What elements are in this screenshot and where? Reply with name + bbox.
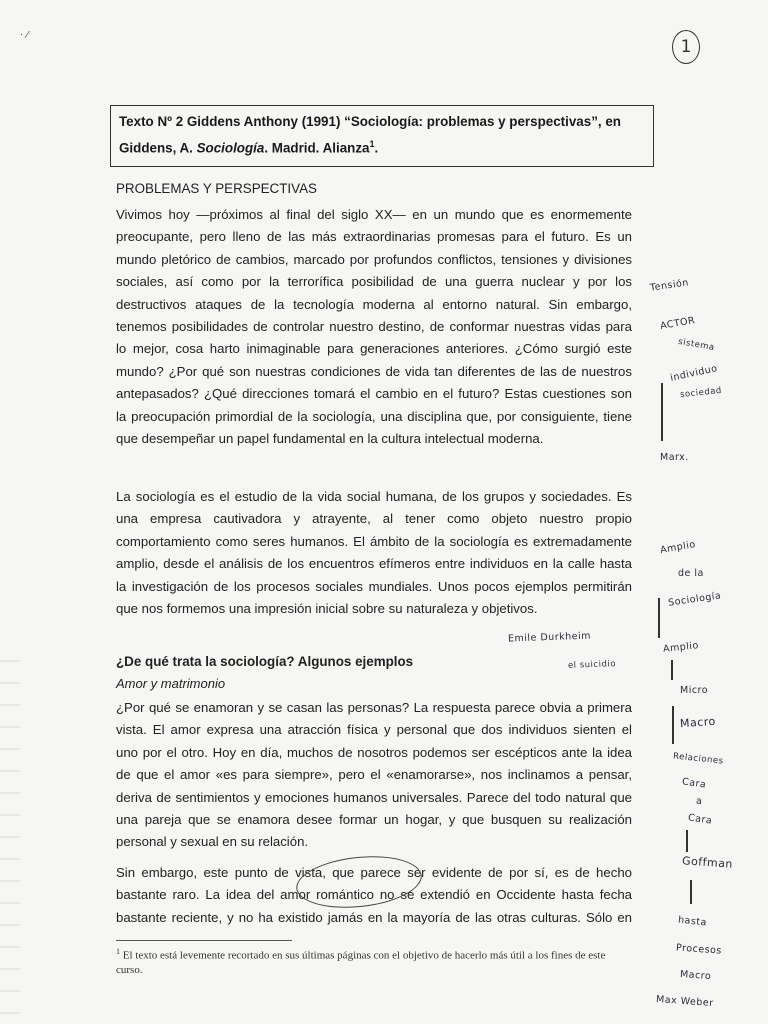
margin-note: Procesos	[675, 942, 723, 957]
margin-note: sistema	[677, 336, 716, 354]
scan-edge-marks	[0, 640, 20, 1024]
margin-note: Emile Durkheim	[507, 630, 592, 645]
margin-bracket-line	[672, 706, 674, 744]
margin-note: ACTOR	[659, 315, 697, 332]
margin-note: hasta	[677, 914, 708, 929]
text-line: antepasados? ¿Qué direcciones tomará el cambio en el futuro? Estas cuestiones son	[116, 386, 632, 402]
footnote-rule	[116, 940, 292, 941]
margin-note: Sociología	[667, 590, 722, 609]
text-line: lo mejor, cosa harto inimaginable para generaciones anteriores. ¿Cómo surgió este	[116, 341, 632, 357]
text-line: preocupante, pero lleno de las más extraordinarias promesas para el futuro. Es un	[116, 229, 632, 245]
scan-speck: · ⁄	[20, 30, 29, 41]
paragraph-3	[116, 697, 632, 854]
text-line: personal y sexual en su relación.	[116, 834, 309, 850]
text-line: Sin embargo, este punto de vista, que parece ser evidente de por sí, es de hecho	[116, 865, 632, 880]
paragraph-1	[116, 204, 632, 450]
text-line: bastante reciente, y no ha existido jamás en la mayoría de las otras culturas. Sólo en	[116, 909, 632, 925]
margin-note: sociedad	[679, 385, 723, 401]
text-line: uno por el otro. Hoy en día, muchos de nosotros podemos ser escépticos ante la idea	[116, 744, 632, 760]
margin-bracket-line	[690, 880, 692, 904]
text-line: destructivos ataques de la tecnología moderna al entorno natural. Sin embargo,	[116, 296, 632, 312]
subsubheading: Amor y matrimonio	[116, 676, 226, 691]
text-line: Vivimos hoy —próximos al final del siglo XX— en un mundo que es enormemente	[116, 207, 632, 222]
text-line: una empresa cautivadora y atrayente, al tener como objeto nuestro propio	[116, 511, 632, 527]
margin-note: Marx.	[660, 452, 689, 463]
margin-note: individuo	[669, 363, 719, 384]
text-line: sociales, así como por la terrorífica posibilidad de una guerra nuclear y por los	[116, 274, 632, 290]
footnote: $^1$ El texto está levemente recortado en sus últimas páginas con el objetivo de hacerlo más útil a los fines de este curso.	[116, 947, 606, 976]
text-line: una pareja que se enamora desee formar un hogar, y que busquen su realización	[116, 812, 632, 828]
text-line: mundo pletórico de cambios, marcado por profundos conflictos, tensiones y divisiones	[116, 251, 632, 267]
handwritten-page-number: 1	[672, 30, 700, 64]
margin-note: Macro	[679, 714, 717, 731]
text-line: comportamiento como seres humanos. El ámbito de la sociología es extremadamente	[116, 533, 632, 549]
margin-note: Macro	[679, 968, 712, 983]
section-title: PROBLEMAS Y PERSPECTIVAS	[116, 181, 317, 196]
margin-note: Amplio	[659, 538, 697, 557]
text-line: ¿Por qué se enamoran y se casan las personas? La respuesta parece obvia a primera	[116, 700, 632, 715]
text-line: que nos formemos una impresión inicial sobre su naturaleza y objetivos.	[116, 601, 538, 617]
text-line: bastante raro. La idea del amor romántico no se extendió en Occidente hasta fecha	[116, 887, 632, 903]
text-line: que desempeñar un papel fundamental en la cultura intelectual moderna.	[116, 431, 544, 447]
citation-header-box	[110, 105, 654, 167]
paragraph-2	[116, 486, 632, 620]
text-line: vista. El amor expresa una atracción física y personal que dos individuos sienten el	[116, 722, 632, 738]
text-line: la preocupación primordial de la sociología, una disciplina que, por consiguiente, tiene	[116, 408, 632, 424]
margin-bracket-line	[661, 383, 663, 441]
margin-note: el suicidio	[567, 659, 617, 671]
text-line: de que el amor «es para siempre», pero el «enamorarse», nos inclinamos a pensar,	[116, 767, 632, 783]
margin-note: Amplio	[662, 640, 700, 655]
subheading: ¿De qué trata la sociología? Algunos ejemplos	[116, 654, 414, 669]
text-line: la investigación de los procesos sociales mundiales. Unos pocos ejemplos permitirán	[116, 578, 632, 594]
citation-line-2: Giddens, A. Sociología. Madrid. Alianza$^1$.	[119, 139, 379, 156]
citation-line-1: Texto Nº 2 Giddens Anthony (1991) “Sociología: problemas y perspectivas”, en	[119, 114, 621, 129]
margin-bracket-line	[686, 830, 688, 852]
margin-bracket-line	[671, 660, 673, 680]
margin-note: Cara	[681, 776, 707, 791]
text-line: mundo? ¿Por qué son nuestras condiciones de vida tan diferentes de las de nuestros	[116, 363, 632, 379]
margin-note: Cara	[687, 812, 713, 827]
margin-note: de la	[678, 568, 704, 579]
text-line: La sociología es el estudio de la vida social humana, de los grupos y sociedades. Es	[116, 489, 632, 504]
margin-note: Relaciones	[672, 751, 724, 767]
margin-note: Tensión	[649, 277, 690, 294]
margin-note: Micro	[680, 685, 709, 696]
text-line: tenemos posibilidades de controlar nuestro destino, de conformar nuestras vidas para	[116, 319, 632, 335]
margin-bracket-line	[658, 598, 660, 638]
text-line: amplio, desde el análisis de los encuentros efímeros entre individuos en la calle hasta	[116, 556, 632, 572]
text-line: deriva de sentimientos y emociones humanos universales. Parece del todo natural que	[116, 789, 632, 805]
margin-note: Goffman	[681, 854, 734, 871]
margin-note: Max Weber	[655, 994, 714, 1009]
margin-note: a	[696, 796, 703, 807]
